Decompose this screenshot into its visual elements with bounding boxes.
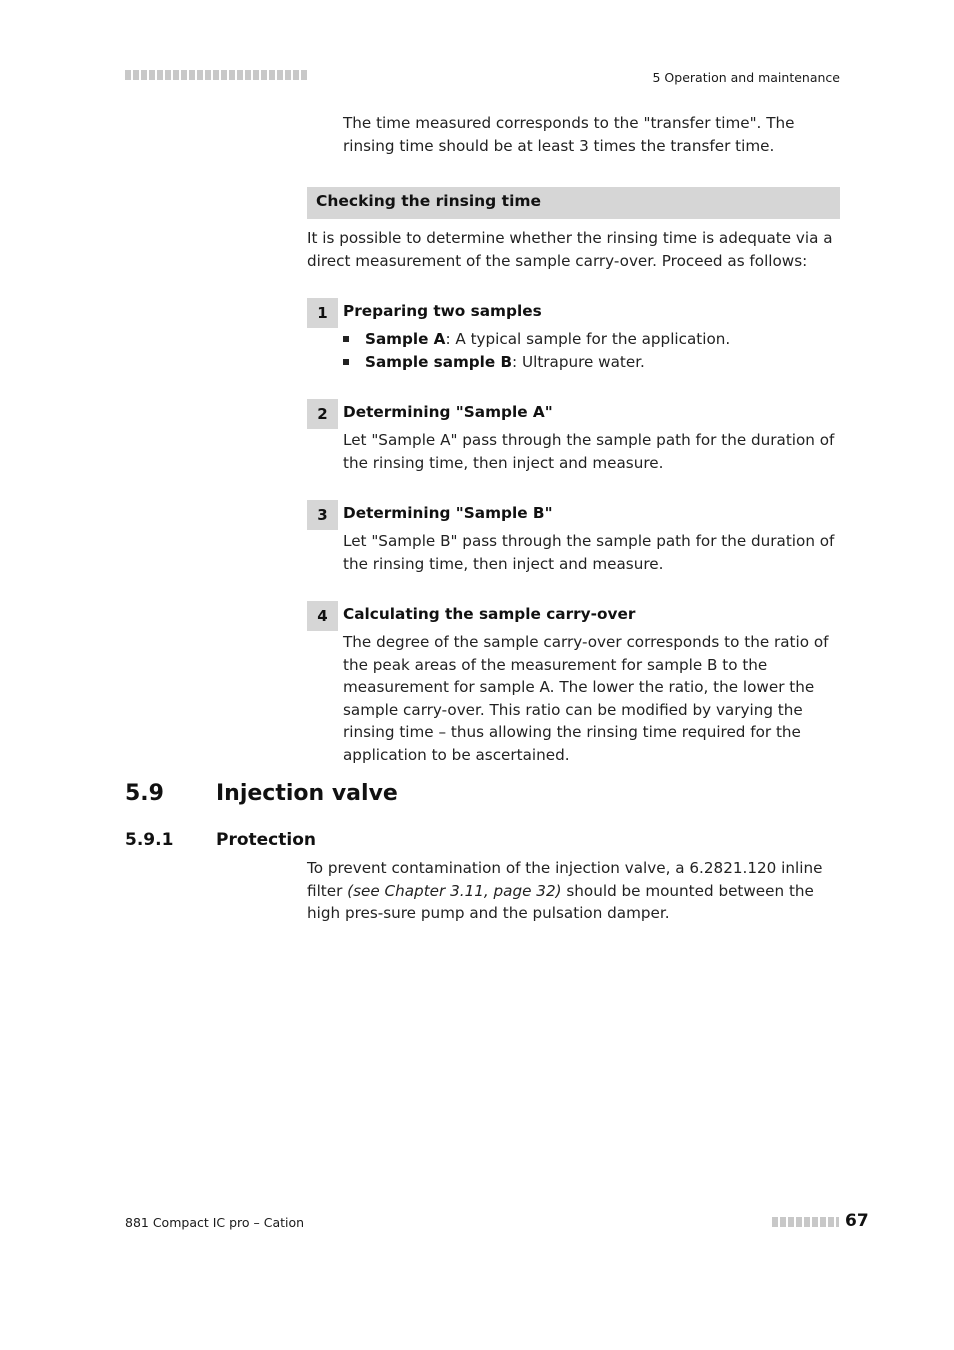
header-decoration — [125, 70, 307, 80]
chapter-reference-link[interactable]: (see Chapter 3.11, page 32) — [347, 881, 562, 900]
subsection-number: 5.9.1 — [125, 830, 174, 850]
section-number: 5.9 — [125, 781, 164, 806]
step-number: 1 — [307, 298, 338, 328]
step-body: Let "Sample B" pass through the sample path for the duration of the rinsing time, then inject and measure. — [343, 532, 835, 573]
step-number: 4 — [307, 601, 338, 631]
list-item — [343, 328, 730, 351]
protection-text-end: should be mounted between the high pres-sure pump and the pulsation damper. — [307, 881, 814, 922]
step-number: 3 — [307, 500, 338, 530]
list-item — [343, 351, 730, 374]
step-title: Determining "Sample B" — [343, 504, 553, 522]
bullet-text: : Ultrapure water. — [512, 353, 645, 371]
step-body: The degree of the sample carry-over corresponds to the ratio of the peak areas of the measurement for sample B to the measurement for sample A. The lower the ratio, the lower the sample carry-over. This ratio can be modified by varying the rinsing time – thus allowing the rinsing time required for the application to be ascertained. — [343, 633, 829, 764]
subsection-title: Protection — [216, 830, 316, 850]
footer-decoration — [772, 1217, 839, 1227]
step-title: Calculating the sample carry-over — [343, 605, 636, 623]
step-number: 2 — [307, 399, 338, 429]
step-title: Preparing two samples — [343, 302, 542, 320]
subheading-title: Checking the rinsing time — [316, 192, 542, 210]
page-number: 67 — [845, 1211, 869, 1231]
section-title: Injection valve — [216, 781, 398, 806]
bullet-text: : A typical sample for the application. — [445, 330, 731, 348]
running-header: 5 Operation and maintenance — [652, 70, 840, 85]
intro-paragraph: It is possible to determine whether the rinsing time is adequate via a direct measurement of the sample carry-over. Proceed as follows: — [307, 229, 833, 270]
lead-paragraph: The time measured corresponds to the "transfer time". The rinsing time should be at least 3 times the transfer time. — [343, 114, 795, 155]
step-body: Let "Sample A" pass through the sample path for the duration of the rinsing time, then inject and measure. — [343, 431, 835, 472]
protection-text: To prevent contamination of the injection valve, a 6.2821.120 inline filter — [307, 859, 823, 900]
bullet-term: Sample A — [365, 330, 446, 348]
subheading-bar — [307, 187, 840, 219]
bullet-term: Sample sample B — [365, 353, 513, 371]
protection-paragraph — [307, 857, 847, 925]
step-title: Determining "Sample A" — [343, 403, 553, 421]
footer-product: 881 Compact IC pro – Cation — [125, 1215, 305, 1230]
step-bullet-list — [343, 328, 730, 374]
